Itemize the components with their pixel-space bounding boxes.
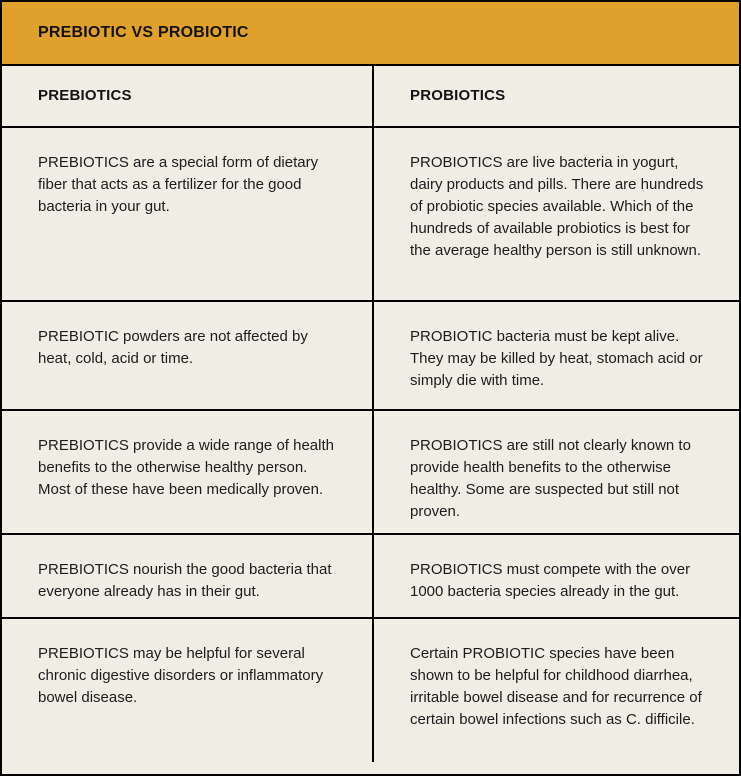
cell-probiotics-stability: PROBIOTIC bacteria must be kept alive. They may be killed by heat, stomach acid or simply die with time. — [373, 301, 739, 410]
column-header-probiotics: PROBIOTICS — [373, 66, 739, 127]
cell-probiotics-disorders: Certain PROBIOTIC species have been shown to be helpful for childhood diarrhea, irritable bowel disease and for recurrence of certain bowel infections such as C. difficile. — [373, 618, 739, 762]
cell-prebiotics-definition: PREBIOTICS are a special form of dietary fiber that acts as a fertilizer for the good bacteria in your gut. — [2, 127, 373, 301]
column-header-prebiotics: PREBIOTICS — [2, 66, 373, 127]
cell-prebiotics-stability: PREBIOTIC powders are not affected by heat, cold, acid or time. — [2, 301, 373, 410]
cell-prebiotics-benefits: PREBIOTICS provide a wide range of health benefits to the otherwise healthy person. Most of these have been medically proven. — [2, 410, 373, 534]
table-row — [2, 534, 739, 618]
table-row — [2, 410, 739, 534]
cell-probiotics-gut: PROBIOTICS must compete with the over 1000 bacteria species already in the gut. — [373, 534, 739, 618]
cell-prebiotics-disorders: PREBIOTICS may be helpful for several chronic digestive disorders or inflammatory bowel disease. — [2, 618, 373, 762]
cell-probiotics-definition: PROBIOTICS are live bacteria in yogurt, dairy products and pills. There are hundreds of probiotic species available. Which of the hundreds of available probiotics is best for the average healthy person is still unknown. — [373, 127, 739, 301]
table-row — [2, 618, 739, 762]
table-title-band — [2, 2, 739, 66]
table-row — [2, 301, 739, 410]
cell-prebiotics-gut: PREBIOTICS nourish the good bacteria that everyone already has in their gut. — [2, 534, 373, 618]
table-title: PREBIOTIC VS PROBIOTIC — [38, 24, 249, 41]
column-header-row — [2, 66, 739, 127]
cell-probiotics-benefits: PROBIOTICS are still not clearly known to provide health benefits to the otherwise healthy. Some are suspected but still not proven. — [373, 410, 739, 534]
prebiotic-probiotic-table — [2, 66, 739, 762]
table-row — [2, 127, 739, 301]
